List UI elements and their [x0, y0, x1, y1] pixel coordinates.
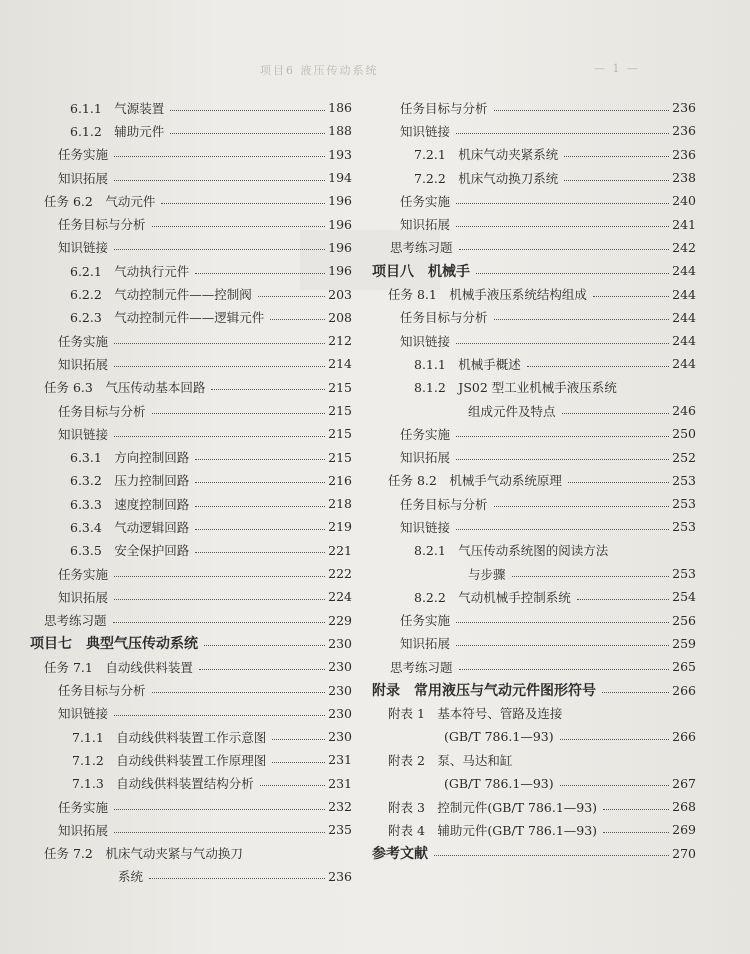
toc-entry-title: 任务 7.1 自动线供料装置 [44, 659, 193, 675]
toc-leader-dots [577, 598, 669, 600]
toc-leader-dots [272, 761, 325, 763]
toc-page-number: 241 [672, 216, 696, 232]
toc-entry [362, 445, 696, 468]
toc-entry-title: 知识拓展 [400, 636, 451, 652]
toc-entry-title: (GB/T 786.1—93) [444, 729, 554, 745]
toc-entry-title: 任务实施 [58, 566, 109, 582]
toc-leader-dots [562, 412, 669, 414]
toc-page-number: 229 [328, 612, 352, 628]
running-head-page: — 1 — [594, 62, 640, 75]
toc-leader-dots [494, 505, 669, 507]
toc-leader-dots [456, 528, 669, 530]
toc-page-number: 215 [328, 379, 352, 395]
toc-entry [0, 399, 352, 422]
toc-leader-dots [204, 644, 325, 646]
toc-leader-dots [170, 132, 325, 134]
toc-page-number: 244 [672, 286, 696, 302]
toc-entry-title: 6.3.3 速度控制回路 [70, 496, 190, 512]
toc-page-number: 208 [328, 309, 352, 325]
toc-entry [362, 632, 696, 655]
toc-page-number: 230 [328, 659, 352, 675]
toc-page-number: 221 [328, 542, 352, 558]
toc-page-number: 196 [328, 263, 352, 279]
toc-page-number: 266 [672, 682, 696, 698]
toc-leader-dots [195, 272, 325, 274]
toc-leader-dots [456, 458, 669, 460]
toc-leader-dots [114, 575, 325, 577]
toc-entry [0, 329, 352, 352]
toc-entry-title: 任务实施 [400, 193, 451, 209]
toc-entry [362, 212, 696, 235]
toc-leader-dots [564, 155, 669, 157]
toc-entry-title: 任务 6.3 气压传动基本回路 [44, 380, 206, 396]
toc-page-number: 235 [328, 822, 352, 838]
toc-leader-dots [195, 551, 325, 553]
toc-page-number: 215 [328, 449, 352, 465]
toc-entry [0, 166, 352, 189]
toc-entry-title: 组成元件及特点 [468, 403, 556, 419]
toc-page-number: 212 [328, 333, 352, 349]
toc-entry-title: 8.2.2 气动机械手控制系统 [414, 589, 571, 605]
toc-entry-title: 思考练习题 [390, 659, 453, 675]
running-head [260, 60, 680, 80]
toc-leader-dots [614, 552, 669, 553]
toc-page-number: 196 [328, 216, 352, 232]
toc-page-number: 250 [672, 426, 696, 442]
toc-leader-dots [170, 109, 325, 111]
toc-page-number: 231 [328, 775, 352, 791]
toc-page-number: 230 [328, 705, 352, 721]
toc-entry [362, 492, 696, 515]
toc-page-number: 236 [672, 100, 696, 116]
toc-leader-dots [211, 388, 325, 390]
toc-leader-dots [623, 389, 669, 390]
toc-page-number: 244 [672, 333, 696, 349]
toc-page-number: 196 [328, 239, 352, 255]
toc-leader-dots [195, 505, 325, 507]
toc-entry [362, 422, 696, 445]
toc-leader-dots [195, 528, 325, 530]
toc-leader-dots [152, 412, 325, 414]
toc-page-number: 230 [328, 635, 352, 651]
toc-leader-dots [114, 248, 325, 250]
toc-leader-dots [456, 225, 669, 227]
toc-leader-dots [527, 365, 669, 367]
toc-entry-title: 7.2.2 机床气动换刀系统 [414, 170, 559, 186]
toc-entry [0, 748, 352, 771]
toc-entry-title: 任务目标与分析 [58, 403, 146, 419]
toc-entry-title: 任务目标与分析 [58, 683, 146, 699]
toc-leader-dots [249, 855, 325, 856]
toc-page-number: 269 [672, 822, 696, 838]
toc-page-number: 253 [672, 566, 696, 582]
toc-page-number: 186 [328, 100, 352, 116]
toc-leader-dots [568, 715, 669, 716]
toc-entry [0, 539, 352, 562]
toc-entry-title: 任务目标与分析 [58, 217, 146, 233]
toc-entry-title: 任务 8.1 机械手液压系统结构组成 [388, 287, 587, 303]
toc-leader-dots [456, 132, 669, 134]
toc-leader-dots [114, 435, 325, 437]
toc-entry [362, 236, 696, 259]
toc-entry [362, 352, 696, 375]
toc-leader-dots [456, 644, 669, 646]
toc-leader-dots [260, 784, 325, 786]
toc-page-number: 244 [672, 309, 696, 325]
toc-leader-dots [476, 272, 669, 274]
toc-leader-dots [564, 179, 669, 181]
toc-entry [362, 562, 696, 585]
toc-leader-dots [456, 342, 669, 344]
toc-leader-dots [603, 831, 669, 833]
toc-entry-title: 与步骤 [468, 566, 506, 582]
toc-entry [0, 865, 352, 888]
toc-entry-title: 6.1.2 辅助元件 [70, 123, 165, 139]
toc-page-number: 253 [672, 472, 696, 488]
toc-leader-dots [113, 621, 325, 623]
toc-entry [362, 772, 696, 795]
toc-entry-title: 思考练习题 [44, 613, 107, 629]
toc-leader-dots [195, 481, 325, 483]
toc-entry [0, 725, 352, 748]
toc-entry-title: 思考练习题 [390, 240, 453, 256]
toc-entry [0, 236, 352, 259]
toc-page-number: 196 [328, 193, 352, 209]
toc-entry [362, 166, 696, 189]
toc-section-heading [362, 259, 696, 282]
toc-leader-dots [560, 738, 669, 740]
toc-leader-dots [459, 248, 669, 250]
toc-entry-title: 知识拓展 [400, 217, 451, 233]
toc-entry-title: 知识链接 [58, 426, 109, 442]
toc-leader-dots [114, 365, 325, 367]
running-head-title: 项目6 液压传动系统 [260, 64, 379, 77]
toc-entry-title: 项目七 典型气压传动系统 [30, 636, 198, 653]
toc-entry [0, 445, 352, 468]
toc-leader-dots [434, 854, 669, 856]
toc-entry-title: 附表 2 泵、马达和缸 [388, 752, 513, 768]
toc-entry-title: 7.2.1 机床气动夹紧系统 [414, 147, 559, 163]
toc-section-heading [362, 842, 696, 865]
toc-entry [362, 189, 696, 212]
toc-entry [362, 376, 696, 399]
toc-page-number: 219 [328, 519, 352, 535]
toc-entry [0, 282, 352, 305]
toc-entry [362, 585, 696, 608]
toc-entry [0, 609, 352, 632]
toc-page-number: 259 [672, 635, 696, 651]
toc-entry [0, 562, 352, 585]
toc-entry [0, 259, 352, 282]
toc-page-number: 252 [672, 449, 696, 465]
toc-entry [0, 515, 352, 538]
toc-page-number: 218 [328, 496, 352, 512]
toc-entry-title: 项目八 机械手 [372, 263, 470, 280]
toc-entry-title: 6.2.3 气动控制元件——逻辑元件 [70, 310, 265, 326]
toc-entry-title: 知识拓展 [58, 170, 109, 186]
toc-entry-title: 知识链接 [58, 240, 109, 256]
toc-entry-title: 8.2.1 气压传动系统图的阅读方法 [414, 543, 609, 559]
toc-left-column [0, 96, 352, 888]
toc-entry-title: 附表 1 基本符号、管路及连接 [388, 706, 563, 722]
toc-entry [0, 119, 352, 142]
toc-page-number: 270 [672, 845, 696, 861]
toc-page-number: 236 [672, 146, 696, 162]
toc-entry [0, 96, 352, 119]
toc-entry-title: 6.2.1 气动执行元件 [70, 263, 190, 279]
toc-leader-dots [593, 295, 669, 297]
toc-entry [0, 842, 352, 865]
toc-entry-title: 任务实施 [400, 613, 451, 629]
toc-entry-title: 8.1.2 JS02 型工业机械手液压系统 [414, 380, 617, 396]
toc-leader-dots [152, 691, 325, 693]
toc-page-number: 253 [672, 519, 696, 535]
toc-page-number: 193 [328, 146, 352, 162]
toc-entry-title: (GB/T 786.1—93) [444, 775, 554, 791]
toc-page-number: 230 [328, 729, 352, 745]
toc-entry [0, 469, 352, 492]
toc-page-number: 236 [672, 123, 696, 139]
toc-entry [362, 469, 696, 492]
toc-entry-title: 知识拓展 [400, 450, 451, 466]
toc-entry-title: 知识链接 [400, 123, 451, 139]
toc-entry [362, 143, 696, 166]
toc-entry [362, 306, 696, 329]
toc-entry [0, 189, 352, 212]
toc-leader-dots [456, 621, 669, 623]
toc-leader-dots [114, 831, 325, 833]
toc-section-heading [0, 632, 352, 655]
toc-entry-title: 任务实施 [58, 147, 109, 163]
toc-leader-dots [195, 458, 325, 460]
toc-leader-dots [114, 155, 325, 157]
toc-entry [0, 306, 352, 329]
toc-entry-title: 任务实施 [58, 799, 109, 815]
toc-entry [0, 492, 352, 515]
toc-entry [0, 352, 352, 375]
toc-entry [0, 772, 352, 795]
toc-entry-title: 附表 3 控制元件(GB/T 786.1—93) [388, 799, 598, 815]
toc-leader-dots [114, 179, 325, 181]
toc-page-number: 240 [672, 193, 696, 209]
toc-page-number: 232 [328, 799, 352, 815]
toc-entry [362, 539, 696, 562]
toc-page-number: 224 [328, 589, 352, 605]
toc-entry-title: 附录 常用液压与气动元件图形符号 [372, 683, 596, 700]
toc-leader-dots [494, 318, 669, 320]
toc-entry [0, 422, 352, 445]
toc-entry-title: 8.1.1 机械手概述 [414, 356, 521, 372]
toc-entry-title: 任务目标与分析 [400, 100, 488, 116]
toc-entry-title: 参考文献 [372, 846, 428, 863]
toc-page-number: 266 [672, 729, 696, 745]
toc-entry-title: 7.1.2 自动线供料装置工作原理图 [72, 752, 267, 768]
toc-page-number: 268 [672, 799, 696, 815]
toc-page-number: 194 [328, 170, 352, 186]
toc-page-number: 222 [328, 566, 352, 582]
toc-page-number: 188 [328, 123, 352, 139]
toc-entry [0, 678, 352, 701]
toc-entry-title: 任务目标与分析 [400, 496, 488, 512]
toc-page-number: 231 [328, 752, 352, 768]
toc-leader-dots [258, 295, 325, 297]
toc-entry [0, 212, 352, 235]
toc-page-number: 254 [672, 589, 696, 605]
toc-leader-dots [459, 668, 669, 670]
toc-page-number: 242 [672, 239, 696, 255]
toc-page-number: 253 [672, 496, 696, 512]
toc-entry-title: 知识链接 [400, 333, 451, 349]
toc-page-number: 230 [328, 682, 352, 698]
toc-right-column [362, 96, 702, 865]
toc-entry [362, 515, 696, 538]
toc-entry [362, 655, 696, 678]
toc-entry-title: 系统 [118, 869, 144, 885]
toc-leader-dots [568, 481, 669, 483]
toc-entry-title: 6.3.5 安全保护回路 [70, 543, 190, 559]
toc-entry [362, 119, 696, 142]
toc-leader-dots [114, 714, 325, 716]
toc-entry [362, 96, 696, 119]
toc-entry-title: 7.1.1 自动线供料装置工作示意图 [72, 729, 267, 745]
toc-entry-title: 知识拓展 [58, 356, 109, 372]
toc-page-number: 203 [328, 286, 352, 302]
toc-page-number: 244 [672, 356, 696, 372]
toc-entry [362, 818, 696, 841]
toc-leader-dots [199, 668, 325, 670]
toc-leader-dots [152, 225, 325, 227]
toc-leader-dots [114, 598, 325, 600]
toc-leader-dots [560, 784, 669, 786]
toc-entry-title: 知识链接 [400, 519, 451, 535]
toc-page-number: 215 [328, 426, 352, 442]
toc-entry [0, 795, 352, 818]
toc-page-number: 214 [328, 356, 352, 372]
toc-entry-title: 任务 6.2 气动元件 [44, 193, 156, 209]
toc-leader-dots [114, 342, 325, 344]
toc-entry-title: 任务 8.2 机械手气动系统原理 [388, 473, 562, 489]
toc-entry [362, 399, 696, 422]
toc-entry [0, 585, 352, 608]
toc-entry [0, 655, 352, 678]
toc-page-number: 236 [328, 868, 352, 884]
toc-page-number: 215 [328, 403, 352, 418]
toc-page-number: 265 [672, 659, 696, 675]
toc-entry-title: 7.1.3 自动线供料装置结构分析 [72, 776, 254, 792]
toc-entry-title: 任务实施 [400, 426, 451, 442]
toc-entry-title: 6.3.2 压力控制回路 [70, 473, 190, 489]
toc-page-number: 244 [672, 263, 696, 279]
toc-page-number: 256 [672, 612, 696, 628]
toc-leader-dots [270, 318, 325, 320]
toc-entry-title: 6.1.1 气源装置 [70, 100, 165, 116]
toc-leader-dots [603, 808, 669, 810]
toc-entry [0, 376, 352, 399]
toc-page-number: 238 [672, 170, 696, 186]
toc-entry [362, 329, 696, 352]
toc-entry-title: 6.2.2 气动控制元件——控制阀 [70, 287, 252, 303]
toc-page-number: 246 [672, 403, 696, 418]
toc-entry-title: 任务 7.2 机床气动夹紧与气动换刀 [44, 846, 243, 862]
toc-page-number: 267 [672, 775, 696, 791]
toc-entry [362, 725, 696, 748]
toc-entry [362, 795, 696, 818]
toc-leader-dots [512, 575, 669, 577]
toc-entry-title: 6.3.4 气动逻辑回路 [70, 519, 190, 535]
toc-entry-title: 知识链接 [58, 706, 109, 722]
toc-page-number: 216 [328, 472, 352, 488]
toc-section-heading [362, 678, 696, 701]
toc-leader-dots [518, 761, 669, 762]
toc-leader-dots [456, 435, 669, 437]
toc-entry [362, 748, 696, 771]
toc-leader-dots [456, 202, 669, 204]
toc-entry-title: 知识拓展 [58, 822, 109, 838]
toc-leader-dots [272, 738, 325, 740]
toc-entry-title: 附表 4 辅助元件(GB/T 786.1—93) [388, 822, 598, 838]
toc-leader-dots [149, 877, 325, 879]
toc-entry-title: 6.3.1 方向控制回路 [70, 450, 190, 466]
toc-entry [362, 282, 696, 305]
toc-entry-title: 任务目标与分析 [400, 310, 488, 326]
toc-entry [0, 702, 352, 725]
toc-entry [0, 818, 352, 841]
toc-leader-dots [494, 109, 669, 111]
toc-entry [362, 609, 696, 632]
toc-entry [362, 702, 696, 725]
toc-entry [0, 143, 352, 166]
toc-entry-title: 知识拓展 [58, 589, 109, 605]
toc-leader-dots [161, 202, 325, 204]
toc-leader-dots [114, 808, 325, 810]
toc-entry-title: 任务实施 [58, 333, 109, 349]
toc-leader-dots [602, 691, 669, 693]
